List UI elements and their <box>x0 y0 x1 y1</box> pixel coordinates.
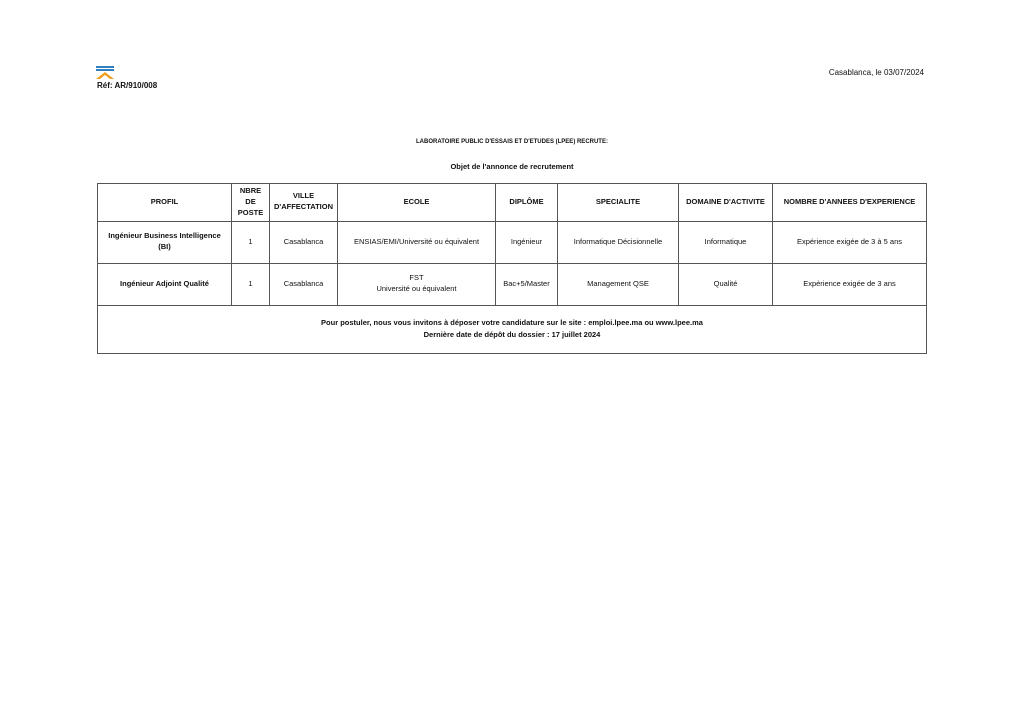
cell-diplome: Bac+5/Master <box>496 263 558 305</box>
cell-ecole-line-2: Université ou équivalent <box>376 284 457 294</box>
cell-nombre: 1 <box>232 263 270 305</box>
reference-number: Réf: AR/910/008 <box>97 81 158 90</box>
cell-profil: Ingénieur Business Intelligence (BI) <box>98 221 232 263</box>
cell-experience: Expérience exigée de 3 à 5 ans <box>773 221 927 263</box>
table-header-row <box>98 184 927 222</box>
announcement-subject: Objet de l'annonce de recrutement <box>450 162 574 171</box>
deadline-text: Dernière date de dépôt du dossier : 17 juillet 2024 <box>423 330 601 340</box>
column-header-profil: PROFIL <box>98 184 232 222</box>
column-header-specialite: SPECIALITE <box>558 184 679 222</box>
cell-profil: Ingénieur Adjoint Qualité <box>98 263 232 305</box>
cell-nombre: 1 <box>232 221 270 263</box>
column-header-ville: VILLE D'AFFECTATION <box>270 184 338 222</box>
column-header-experience: NOMBRE D'ANNEES D'EXPERIENCE <box>773 184 927 222</box>
application-instructions <box>98 305 927 353</box>
cell-ville: Casablanca <box>270 221 338 263</box>
recruitment-headline: LABORATOIRE PUBLIC D'ESSAIS ET D'ETUDES (LPEE) RECRUTE: <box>416 139 608 145</box>
cell-ecole-line-1: FST <box>409 273 424 283</box>
column-header-ecole: ECOLE <box>338 184 496 222</box>
place-and-date: Casablanca, le 03/07/2024 <box>828 68 924 77</box>
cell-domaine: Qualité <box>679 263 773 305</box>
apply-text: Pour postuler, nous vous invitons à déposer votre candidature sur le site : emploi.lpee.ma ou www.lpee.ma <box>321 318 703 328</box>
cell-ecole <box>338 221 496 263</box>
job-offers-table <box>97 183 927 354</box>
cell-ville: Casablanca <box>270 263 338 305</box>
cell-experience: Expérience exigée de 3 ans <box>773 263 927 305</box>
table-footer-row <box>98 305 927 353</box>
column-header-diplome: DIPLÔME <box>496 184 558 222</box>
column-header-domaine: DOMAINE D'ACTIVITE <box>679 184 773 222</box>
cell-ecole-line-1: ENSIAS/EMI/Université ou équivalent <box>353 236 480 246</box>
table-row <box>98 263 927 305</box>
cell-specialite: Informatique Décisionnelle <box>558 221 679 263</box>
lpee-logo-icon <box>95 66 115 80</box>
cell-domaine: Informatique <box>679 221 773 263</box>
column-header-nombre: NBRE DE POSTE <box>232 184 270 222</box>
cell-specialite: Management QSE <box>558 263 679 305</box>
cell-diplome: Ingénieur <box>496 221 558 263</box>
table-row <box>98 221 927 263</box>
cell-ecole <box>338 263 496 305</box>
